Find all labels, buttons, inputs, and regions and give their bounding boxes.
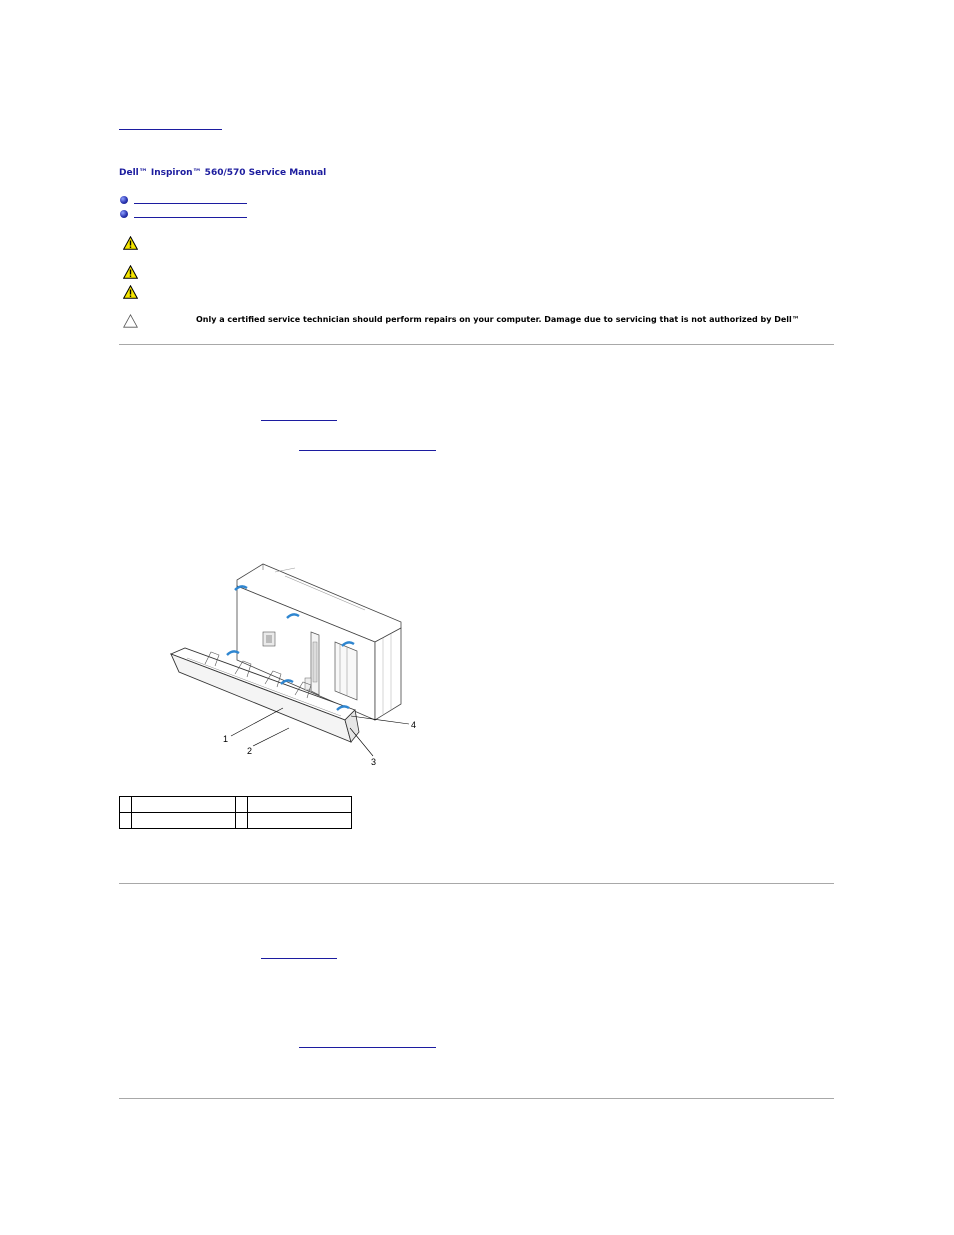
table-row xyxy=(120,813,352,829)
front-bezel-removal-illustration xyxy=(165,560,425,775)
warning-icon xyxy=(123,265,138,279)
back-to-contents-link[interactable] xyxy=(119,129,222,130)
section-link-1[interactable] xyxy=(134,203,247,204)
notice-icon xyxy=(123,314,138,328)
table-row xyxy=(120,797,352,813)
legend-label xyxy=(248,797,352,813)
section-divider xyxy=(119,1098,834,1099)
procedure-link[interactable] xyxy=(261,420,337,421)
section-link-2[interactable] xyxy=(134,217,247,218)
section-divider xyxy=(119,883,834,884)
callout-1: 1 xyxy=(223,734,229,744)
callout-2: 2 xyxy=(247,746,253,756)
legend-number xyxy=(120,797,132,813)
legend-label xyxy=(132,797,236,813)
bullet-icon xyxy=(120,210,128,218)
procedure-link[interactable] xyxy=(299,450,436,451)
legend-number xyxy=(236,813,248,829)
legend-number xyxy=(236,797,248,813)
legend-number xyxy=(120,813,132,829)
procedure-link[interactable] xyxy=(299,1047,436,1048)
legend-label xyxy=(248,813,352,829)
warning-icon xyxy=(123,285,138,299)
bullet-icon xyxy=(120,196,128,204)
manual-title: Dell™ Inspiron™ 560/570 Service Manual xyxy=(119,168,327,178)
warning-icon xyxy=(123,236,138,250)
section-divider xyxy=(119,344,834,345)
callout-legend-table xyxy=(119,796,352,829)
legend-label xyxy=(132,813,236,829)
notice-text: Only a certified service technician should perform repairs on your computer. Damage due to servicing that is not authorized by Dell™ xyxy=(196,315,800,324)
callout-3: 3 xyxy=(371,757,377,767)
callout-4: 4 xyxy=(411,720,417,730)
procedure-link[interactable] xyxy=(261,958,337,959)
